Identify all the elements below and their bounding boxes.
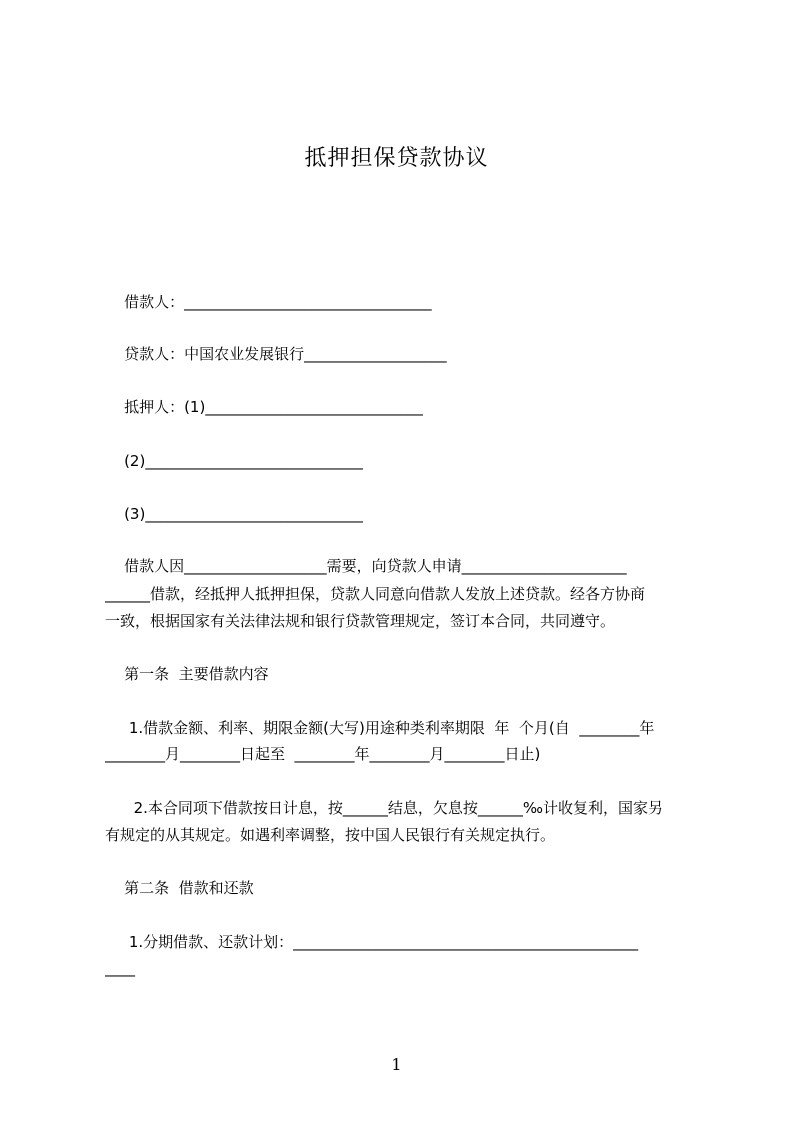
page-number: 1 — [391, 1055, 402, 1074]
article-1-item-2-line-2: 有规定的从其规定。如遇利率调整，按中国人民银行有关规定执行。 — [105, 826, 556, 844]
preamble-line-2: ______借款，经抵押人抵押担保，贷款人同意向借款人发放上述贷款。经各方协商 — [105, 585, 646, 603]
article-2-item-1-line-1: 1.分期借款、还款计划：______________________________________________ — [105, 933, 639, 951]
preamble-line-3: 一致，根据国家有关法律法规和银行贷款管理规定，签订本合同，共同遵守。 — [105, 612, 616, 630]
article-1-item-1-line-1: 1.借款金额、利率、期限金额(大写)用途种类利率期限 年 个月(自 ________年 — [105, 719, 655, 737]
mortgagor-line-3: (3)_____________________________ — [105, 505, 363, 523]
article-1-item-2-line-1: 2.本合同项下借款按日计息，按______结息，欠息按______‰计收复利，国家另 — [105, 799, 664, 817]
article-2-item-1-line-2: ____ — [105, 959, 135, 977]
article-2-heading: 第二条 借款和还款 — [105, 879, 254, 897]
article-1-item-1-line-2: ________月________日起至 ________年________月________日止) — [105, 745, 541, 763]
preamble-line-1: 借款人因___________________需要，向贷款人申请______________________ — [105, 557, 627, 575]
borrower-line: 借款人：_________________________________ — [105, 293, 432, 311]
document-title: 抵押担保贷款协议 — [304, 146, 489, 171]
article-1-heading: 第一条 主要借款内容 — [105, 665, 269, 683]
lender-line: 贷款人：中国农业发展银行___________________ — [105, 345, 447, 363]
mortgagor-line-2: (2)_____________________________ — [105, 452, 363, 470]
mortgagor-line-1: 抵押人：(1)_____________________________ — [105, 398, 423, 416]
